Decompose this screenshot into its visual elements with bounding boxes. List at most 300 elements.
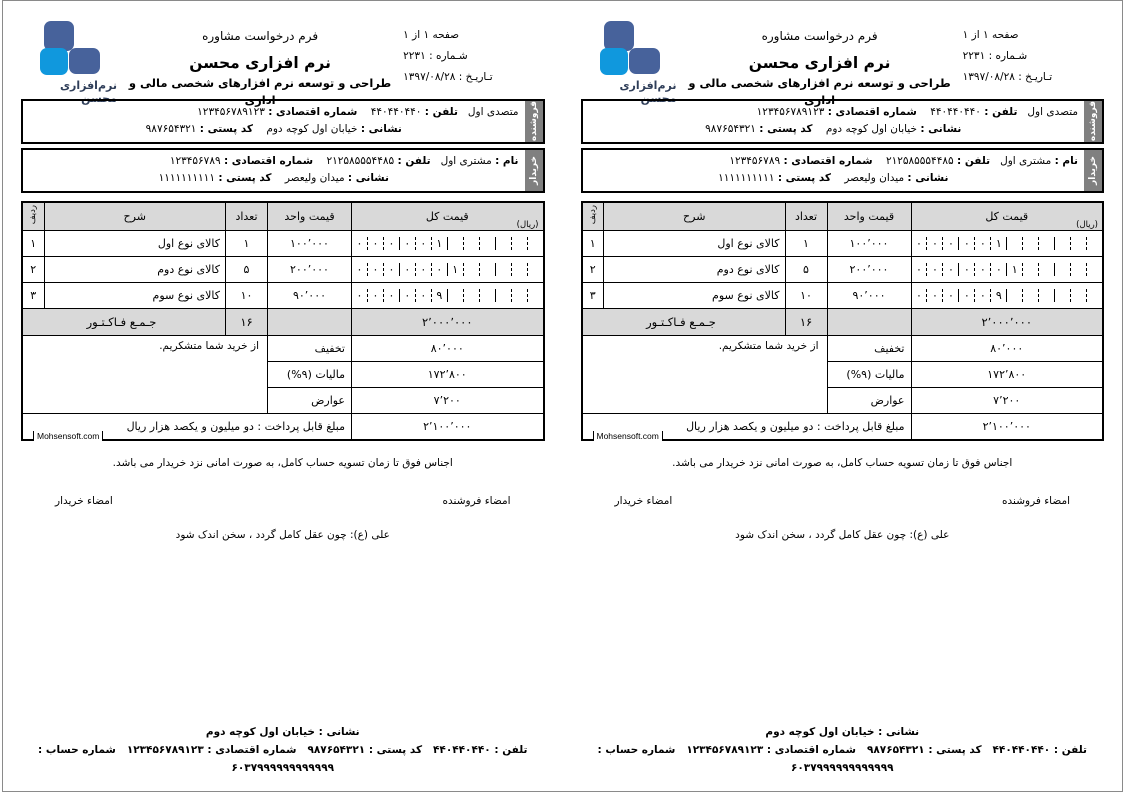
buyer-postal-label: کد پستی : [218, 172, 272, 184]
item-row-number: ۱ [22, 230, 44, 256]
item-description: کالای نوع اول [604, 230, 786, 256]
digit-cell [463, 263, 479, 276]
digit-group [352, 289, 399, 302]
logo-square-cyan-icon [600, 48, 628, 75]
digit-cell: ۰ [916, 288, 922, 302]
digit-cell [1086, 237, 1102, 250]
buyer-phone-value: ۲۱۲۵۸۵۵۵۴۴۸۵ [885, 155, 954, 167]
digit-group [912, 289, 959, 302]
seller-tab-label: فروشنده [528, 101, 539, 142]
item-description: کالای نوع دوم [44, 256, 226, 282]
digit-group [495, 263, 543, 276]
digit-cell [1055, 237, 1070, 250]
header-titles [117, 21, 403, 109]
company-tagline: طراحی و توسعه نرم افزارهای شخصی مالی و اداری [688, 76, 951, 107]
digit-cell [1055, 263, 1070, 276]
seller-phone-label: تلفن : [984, 106, 1018, 118]
seller-details [583, 101, 1085, 142]
digit-cell [463, 289, 479, 302]
digit-group [1054, 263, 1102, 276]
buyer-tab [525, 150, 543, 191]
digit-cell [496, 263, 511, 276]
seller-postal-value: ۹۸۷۶۵۴۳۲۱ [145, 123, 197, 135]
digit-cell [1086, 263, 1102, 276]
header-meta [403, 21, 544, 88]
seller-tab [1084, 101, 1102, 142]
tax-label: مالیات (۹%) [827, 361, 911, 387]
seller-address-label: نشانی : [360, 123, 402, 135]
footer-account-label: شماره حساب : [38, 744, 116, 756]
header-total-price [911, 202, 1103, 230]
digit-cell: ۱ [990, 237, 1006, 250]
thanks-note: از خرید شما متشکریم. [22, 335, 268, 413]
footer-address-value: خیابان اول کوچه دوم [765, 726, 875, 738]
buyer-phone-label: تلفن : [397, 155, 431, 167]
footer-phone-label: تلفن : [494, 744, 528, 756]
header-row-number [582, 202, 604, 230]
signature-buyer: امضاء خریدار [55, 495, 113, 507]
seller-postal-label: کد پستی : [759, 123, 813, 135]
invoice-total-label: جـمـع فـاکـتـور [582, 308, 786, 335]
digit-cell: ۰ [990, 263, 1006, 276]
item-unit-price: ۲۰۰٬۰۰۰ [827, 256, 911, 282]
seller-econ-label: شماره اقتصادی : [827, 106, 917, 118]
buyer-details [583, 150, 1085, 191]
items-table [581, 201, 1105, 441]
digit-group [447, 237, 495, 250]
header-description: شرح [604, 202, 786, 230]
item-row-number: ۲ [22, 256, 44, 282]
digit-cell: ۰ [383, 237, 399, 250]
digit-cell [527, 263, 543, 276]
buyer-name-label: نام : [1054, 155, 1078, 167]
footer-address [581, 723, 1105, 741]
digit-cell [1038, 289, 1054, 302]
digit-cell: ۰ [974, 263, 990, 276]
item-unit-price: ۹۰٬۰۰۰ [268, 282, 352, 308]
footer-postal-value: ۹۸۷۶۵۴۳۲۱ [866, 744, 925, 756]
digit-cell [1086, 289, 1102, 302]
logo-square-top-icon [44, 21, 74, 51]
buyer-name-label: نام : [495, 155, 519, 167]
digit-cell [1007, 289, 1022, 302]
digit-group [399, 263, 447, 276]
buyer-tab-label: خریدار [528, 156, 539, 185]
item-quantity: ۵ [226, 256, 268, 282]
digit-cell: ۰ [963, 262, 970, 276]
digit-group [1006, 237, 1054, 250]
logo-wordmark: نرم‌افزاری محسن [619, 79, 677, 105]
digit-cell: ۰ [383, 263, 399, 276]
seller-econ-label: شماره اقتصادی : [268, 106, 358, 118]
company-logo [21, 21, 117, 105]
digit-group [399, 237, 447, 250]
footer-econ-value: ۱۲۳۴۵۶۷۸۹۱۲۳ [686, 744, 764, 756]
company-name: نرم افزاری محسن [189, 54, 331, 72]
item-total-price [352, 256, 544, 282]
duty-value: ۷٬۲۰۰ [352, 387, 544, 413]
buyer-econ-value: ۱۲۳۴۵۶۷۸۹ [169, 155, 221, 167]
invoice-date-value: ۱۳۹۷/۰۸/۲۸ [962, 71, 1015, 83]
digit-cell: ۰ [404, 262, 411, 276]
table-row [582, 230, 1104, 256]
items-table-header-row [22, 202, 544, 230]
signature-row [581, 495, 1105, 507]
duty-label: عوارض [268, 387, 352, 413]
seller-econ-value: ۱۲۳۴۵۶۷۸۹۱۲۳ [197, 106, 265, 118]
tax-value: ۱۷۲٬۸۰۰ [352, 361, 544, 387]
summary-row-discount [582, 335, 1104, 361]
digit-cell [1070, 263, 1086, 276]
digit-cell [463, 237, 479, 250]
payable-amount: ۲٬۱۰۰٬۰۰۰ [352, 413, 544, 440]
digit-cell [527, 237, 543, 250]
buyer-tab [1084, 150, 1102, 191]
digit-cell: ۱ [1011, 262, 1018, 276]
digit-group [1054, 289, 1102, 302]
footer-contacts [581, 741, 1105, 759]
buyer-line-1 [589, 153, 1079, 170]
buyer-address-label: نشانی : [907, 172, 949, 184]
header-currency-note: (ریال) [1076, 219, 1098, 230]
buyer-block [21, 148, 545, 193]
digit-cell: ۰ [942, 237, 958, 250]
invoice-date [403, 67, 544, 88]
form-title: فرم درخواست مشاوره [202, 29, 319, 43]
buyer-econ-label: شماره اقتصادی : [223, 155, 314, 167]
digit-cell [511, 237, 527, 250]
logo-blocks-icon [36, 21, 102, 77]
digit-cell: ۰ [974, 237, 990, 250]
seller-line-1 [589, 104, 1079, 121]
item-unit-price: ۹۰٬۰۰۰ [827, 282, 911, 308]
item-quantity: ۱ [226, 230, 268, 256]
header-quantity: تعداد [226, 202, 268, 230]
digit-group [1006, 263, 1054, 276]
digit-cell: ۰ [356, 262, 363, 276]
header-row-number-label: ردیف [28, 205, 39, 225]
payable-label: مبلغ قابل پرداخت : دو میلیون و یکصد هزار ریال [22, 413, 352, 440]
seller-econ-value: ۱۲۳۴۵۶۷۸۹۱۲۳ [756, 106, 825, 118]
digit-cell [1022, 237, 1038, 250]
buyer-phone-value: ۲۱۲۵۸۵۵۵۴۴۸۵ [326, 155, 395, 167]
invoice-total-amount: ۲٬۰۰۰٬۰۰۰ [911, 308, 1103, 335]
item-total-price [911, 282, 1103, 308]
digit-group [1006, 289, 1054, 302]
logo-square-right-icon [69, 48, 100, 74]
tax-value: ۱۷۲٬۸۰۰ [911, 361, 1103, 387]
buyer-postal-value: ۱۱۱۱۱۱۱۱۱۱ [718, 172, 775, 184]
buyer-econ-label: شماره اقتصادی : [783, 155, 873, 167]
digit-group [399, 289, 447, 302]
digit-cell: ۱ [431, 237, 447, 250]
invoice-sheet [3, 1, 1122, 791]
buyer-name-value: مشتری اول [440, 155, 492, 167]
footer-contacts [21, 741, 545, 759]
buyer-line-2 [29, 170, 519, 187]
item-description: کالای نوع سوم [604, 282, 786, 308]
items-table-header-row [582, 202, 1104, 230]
digit-group [495, 237, 543, 250]
digit-group [958, 237, 1006, 250]
digit-cell [527, 289, 543, 302]
digit-group [447, 263, 495, 276]
footer-account-label: شماره حساب : [597, 744, 676, 756]
invoice-date [963, 67, 1104, 88]
invoice-total-amount: ۲٬۰۰۰٬۰۰۰ [352, 308, 544, 335]
seller-address-value: خیابان اول کوچه دوم [266, 123, 358, 135]
buyer-line-1 [29, 153, 519, 170]
digit-cell [511, 263, 527, 276]
item-total-price [352, 230, 544, 256]
payable-amount: ۲٬۱۰۰٬۰۰۰ [911, 413, 1103, 440]
item-description: کالای نوع سوم [44, 282, 226, 308]
footer-postal-value: ۹۸۷۶۵۴۳۲۱ [307, 744, 366, 756]
header-meta [963, 21, 1104, 88]
seller-tab [525, 101, 543, 142]
digit-cell: ۰ [404, 288, 411, 302]
digit-group [958, 263, 1006, 276]
item-row-number: ۱ [582, 230, 604, 256]
invoice-copy-right [3, 1, 563, 791]
seller-block [581, 99, 1105, 144]
signature-row [21, 495, 545, 507]
digit-cell: ۰ [356, 288, 363, 302]
digit-group [912, 237, 959, 250]
page-footer [21, 723, 545, 777]
discount-label: تخفیف [827, 335, 911, 361]
header-unit-price: قیمت واحد [827, 202, 911, 230]
table-row [22, 256, 544, 282]
digit-group [912, 263, 959, 276]
buyer-details [23, 150, 525, 191]
digit-group [352, 237, 399, 250]
header-unit-price: قیمت واحد [268, 202, 352, 230]
seller-postal-value: ۹۸۷۶۵۴۳۲۱ [705, 123, 756, 135]
logo-blocks-icon [596, 21, 662, 77]
seller-phone-value: ۴۴۰۴۴۰۴۴۰ [370, 106, 422, 118]
invoice-number-value: ۲۲۳۱ [962, 50, 986, 62]
invoice-date-value: ۱۳۹۷/۰۸/۲۸ [403, 71, 456, 83]
digit-cell: ۰ [367, 289, 383, 302]
header-quantity: تعداد [785, 202, 827, 230]
digit-cell: ۹ [431, 289, 447, 302]
company-tagline: طراحی و توسعه نرم افزارهای شخصی مالی و اداری [128, 76, 392, 107]
table-row [22, 230, 544, 256]
form-title: فرم درخواست مشاوره [761, 29, 878, 43]
footer-account-value: ۶۰۳۷۹۹۹۹۹۹۹۹۹۹۹۹ [790, 762, 894, 774]
item-unit-price: ۱۰۰٬۰۰۰ [827, 230, 911, 256]
header-currency-note: (ریال) [516, 219, 539, 230]
item-row-number: ۲ [582, 256, 604, 282]
invoice-number-label: شـماره : [429, 50, 468, 62]
discount-label: تخفیف [268, 335, 352, 361]
digit-cell [496, 289, 511, 302]
header-total-price-label: قیمت کل [425, 209, 469, 223]
terms-note: اجناس فوق تا زمان تسویه حساب کامل، به صورت امانی نزد خریدار می باشد. [112, 457, 453, 469]
footer-postal-label: کد پستی : [368, 744, 423, 756]
digit-cell: ۰ [367, 237, 383, 250]
digit-cell [1022, 289, 1038, 302]
buyer-name-value: مشتری اول [1000, 155, 1052, 167]
buyer-postal-label: کد پستی : [777, 172, 832, 184]
seller-address-value: خیابان اول کوچه دوم [825, 123, 917, 135]
footer-phone-value: ۴۴۰۴۴۰۴۴۰ [992, 744, 1051, 756]
duty-label: عوارض [827, 387, 911, 413]
invoice-total-quantity: ۱۶ [226, 308, 268, 335]
footer-address-value: خیابان اول کوچه دوم [205, 726, 315, 738]
header-description: شرح [44, 202, 226, 230]
invoice-copy-left [563, 1, 1123, 791]
header-row-number-label: ردیف [587, 205, 598, 225]
logo-square-cyan-icon [40, 48, 68, 75]
page-indicator: صفحه ۱ از ۱ [962, 29, 1019, 41]
digit-group [352, 263, 399, 276]
digit-group [1054, 237, 1102, 250]
document-header [581, 21, 1105, 107]
seller-phone-value: ۴۴۰۴۴۰۴۴۰ [930, 106, 981, 118]
footer-econ-value: ۱۲۳۴۵۶۷۸۹۱۲۳ [126, 744, 204, 756]
footer-postal-label: کد پستی : [928, 744, 982, 756]
header-titles [677, 21, 963, 109]
table-row [582, 282, 1104, 308]
item-unit-price: ۲۰۰٬۰۰۰ [268, 256, 352, 282]
buyer-postal-value: ۱۱۱۱۱۱۱۱۱۱ [158, 172, 215, 184]
quote-text: علی (ع): چون عقل کامل گردد ، سخن اندک شود [735, 529, 950, 541]
page-indicator: صفحه ۱ از ۱ [403, 29, 460, 41]
item-quantity: ۵ [785, 256, 827, 282]
signature-seller: امضاء فروشنده [1002, 495, 1070, 507]
header-total-price [352, 202, 544, 230]
invoice-date-label: تـاریـخ : [1018, 71, 1053, 83]
terms-note: اجناس فوق تا زمان تسویه حساب کامل، به صورت امانی نزد خریدار می باشد. [672, 457, 1013, 469]
digit-cell: ۰ [916, 236, 922, 250]
header-row-number [22, 202, 44, 230]
invoice-total-label: جـمـع فـاکـتـور [22, 308, 226, 335]
header-total-price-label: قیمت کل [985, 209, 1029, 223]
logo-square-top-icon [604, 21, 634, 51]
invoice-total-quantity: ۱۶ [785, 308, 827, 335]
digit-group [447, 289, 495, 302]
items-table-body [22, 230, 544, 308]
footer-phone-label: تلفن : [1053, 744, 1087, 756]
watermark-text: Mohsensoft.com [593, 431, 663, 441]
item-row-number: ۳ [582, 282, 604, 308]
seller-block [21, 99, 545, 144]
digit-cell: ۰ [974, 289, 990, 302]
digit-cell: ۰ [404, 236, 411, 250]
buyer-econ-value: ۱۲۳۴۵۶۷۸۹ [729, 155, 781, 167]
seller-details [23, 101, 525, 142]
digit-cell [448, 289, 463, 302]
digit-group [958, 289, 1006, 302]
item-unit-price: ۱۰۰٬۰۰۰ [268, 230, 352, 256]
invoice-number-label: شـماره : [988, 50, 1028, 62]
signature-buyer: امضاء خریدار [614, 495, 673, 507]
item-total-price [352, 282, 544, 308]
digit-cell: ۰ [926, 237, 942, 250]
digit-cell [511, 289, 527, 302]
item-description: کالای نوع دوم [604, 256, 786, 282]
digit-cell [1038, 237, 1054, 250]
invoice-page [2, 0, 1123, 792]
invoice-total-unit-blank [827, 308, 911, 335]
invoice-number [963, 46, 1104, 67]
digit-cell: ۰ [963, 236, 970, 250]
footer-phone-value: ۴۴۰۴۴۰۴۴۰ [433, 744, 491, 756]
digit-cell [496, 237, 511, 250]
signature-seller: امضاء فروشنده [442, 495, 511, 507]
footer-account-value: ۶۰۳۷۹۹۹۹۹۹۹۹۹۹۹۹ [231, 762, 335, 774]
digit-cell [479, 289, 495, 302]
seller-name-value: متصدی اول [467, 106, 519, 118]
digit-cell: ۰ [431, 263, 447, 276]
digit-cell [1070, 237, 1086, 250]
item-quantity: ۱۰ [226, 282, 268, 308]
thanks-note: از خرید شما متشکریم. [582, 335, 828, 413]
payable-label: مبلغ قابل پرداخت : دو میلیون و یکصد هزار ریال [582, 413, 912, 440]
digit-cell: ۰ [916, 262, 922, 276]
invoice-total-row [582, 308, 1104, 335]
invoice-number [403, 46, 544, 67]
digit-cell: ۰ [415, 289, 431, 302]
digit-cell: ۰ [367, 263, 383, 276]
footer-address [21, 723, 545, 741]
items-table-body [582, 230, 1104, 308]
company-logo [581, 21, 677, 105]
footer-address-label: نشانی : [318, 726, 360, 738]
logo-square-right-icon [629, 48, 660, 74]
buyer-line-2 [589, 170, 1079, 187]
seller-name-value: متصدی اول [1027, 106, 1078, 118]
table-row [22, 282, 544, 308]
digit-cell: ۹ [990, 289, 1006, 302]
discount-value: ۸۰٬۰۰۰ [352, 335, 544, 361]
footer-econ-label: شماره اقتصادی : [766, 744, 857, 756]
digit-cell: ۰ [963, 288, 970, 302]
page-footer [581, 723, 1105, 777]
tax-label: مالیات (۹%) [268, 361, 352, 387]
digit-cell: ۰ [415, 263, 431, 276]
seller-address-label: نشانی : [920, 123, 962, 135]
digit-cell: ۰ [926, 263, 942, 276]
digit-cell: ۰ [383, 289, 399, 302]
buyer-address-label: نشانی : [347, 172, 389, 184]
table-row [582, 256, 1104, 282]
footer-econ-label: شماره اقتصادی : [207, 744, 297, 756]
seller-phone-label: تلفن : [424, 106, 458, 118]
digit-cell [479, 237, 495, 250]
digit-cell [448, 237, 463, 250]
digit-cell [479, 263, 495, 276]
invoice-total-row [22, 308, 544, 335]
item-total-price [911, 230, 1103, 256]
invoice-date-label: تـاریـخ : [458, 71, 493, 83]
buyer-block [581, 148, 1105, 193]
quote-text: علی (ع): چون عقل کامل گردد ، سخن اندک شود [175, 529, 390, 541]
digit-cell [1038, 263, 1054, 276]
seller-line-2 [589, 121, 1079, 138]
digit-cell [1022, 263, 1038, 276]
item-quantity: ۱ [785, 230, 827, 256]
item-description: کالای نوع اول [44, 230, 226, 256]
discount-value: ۸۰٬۰۰۰ [911, 335, 1103, 361]
digit-cell [1007, 237, 1022, 250]
digit-cell: ۰ [926, 289, 942, 302]
footer-address-label: نشانی : [878, 726, 920, 738]
summary-row-discount [22, 335, 544, 361]
duty-value: ۷٬۲۰۰ [911, 387, 1103, 413]
